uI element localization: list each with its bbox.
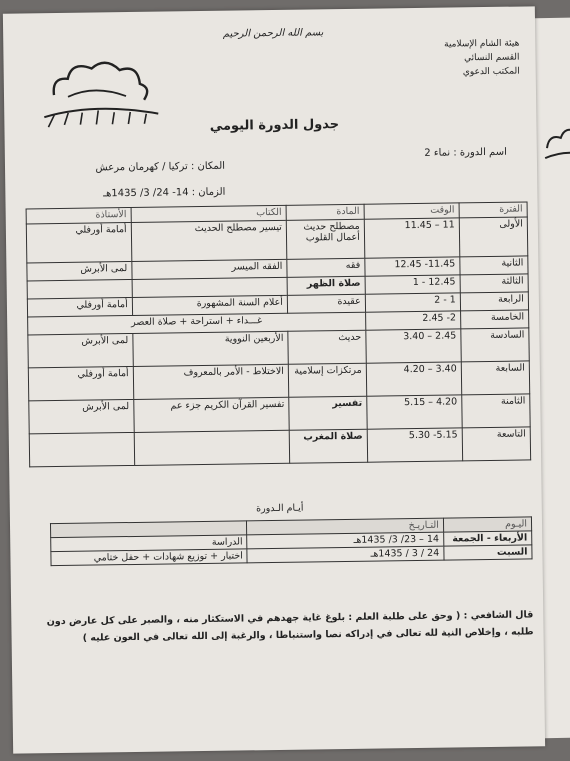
book-cell: أعلام السنة المشهورة	[132, 295, 287, 315]
subject-cell: تفسير	[289, 396, 367, 430]
teacher-cell: أمامة أورفلي	[28, 366, 133, 400]
empty-cell	[132, 277, 287, 297]
book-cell: الأربعين النووية	[133, 331, 289, 366]
book-cell: الاختلاط - الأمر بالمعروف	[133, 364, 289, 399]
time-cell: 5.15- 5.30	[367, 428, 463, 462]
shafii-quote: قال الشافعي : ( وحق على طلبة العلم : بلوغ غاية جهدهم في الاستكثار منه ، والصبر على كل عارض دون طلبه ، وإخلاص النية لله تعالى في إدراكه نصا واستنباطا ، والرغبة إلى الله تعالى في العون عليه )	[46, 609, 534, 644]
book-cell: تيسير مصطلح الحديث	[131, 220, 287, 261]
org-line: المكتب الدعوي	[462, 66, 520, 78]
days-title: أيـام الـدورة	[256, 502, 304, 515]
period-cell: الخامسة	[460, 310, 528, 329]
prayer-cell: صلاة الظهر	[287, 276, 365, 295]
period-cell: الثامنة	[462, 394, 531, 428]
subject-cell: عقيدة	[287, 294, 365, 313]
period-cell: الرابعة	[460, 292, 528, 311]
teacher-cell: لمى الأبرش	[29, 399, 134, 433]
book-cell: تفسير القرآن الكريم جزء عم	[134, 397, 290, 432]
column-header: المادة	[286, 204, 364, 220]
column-header: التـاريـخ	[247, 518, 444, 535]
subject-cell: حديث	[288, 330, 366, 364]
day-cell: السبت	[444, 545, 532, 560]
activity-cell: اختبار + توزيع شهادات + حفل ختامي	[51, 549, 248, 566]
period-cell: التاسعة	[462, 427, 531, 461]
activity-cell: الدراسة	[51, 535, 248, 552]
column-header: الأستاذة	[26, 207, 131, 223]
empty-cell	[134, 430, 290, 465]
time-cell: 2.45 – 3.40	[366, 329, 462, 363]
subject-cell: مصطلح حديث أعمال القلوب	[286, 219, 364, 259]
course-date: الزمان : 14- 24/ 3/ 1435هـ	[103, 186, 226, 200]
period-cell: الثالثة	[460, 274, 528, 293]
subject-cell: فقه	[287, 258, 365, 277]
subject-cell: مرتكزات إسلامية	[288, 363, 366, 397]
break-cell: غـــداء + استراحة + صلاة العصر	[28, 312, 366, 335]
time-cell: 1 - 2	[365, 293, 460, 312]
period-cell: الأولى	[459, 217, 528, 257]
day-cell: الأربعاء - الجمعة	[443, 531, 531, 546]
time-cell: 2- 2.45	[365, 311, 460, 330]
period-cell: الثانية	[460, 256, 528, 275]
document-page	[3, 6, 545, 753]
teacher-cell: أمامة أورفلي	[26, 222, 131, 262]
org-line: القسم النسائي	[464, 52, 520, 64]
prayer-cell: صلاة المغرب	[289, 429, 367, 463]
column-header: الفترة	[459, 202, 527, 218]
empty-cell	[29, 432, 134, 466]
teacher-cell: لمى الأبرش	[27, 261, 132, 280]
date-cell: 14 – 23/ 3/ 1435هـ	[247, 532, 444, 549]
cloud-logo-icon	[538, 117, 570, 178]
course-place: المكان : تركيا / كهرمان مرعش	[95, 160, 226, 174]
book-cell: الفقه الميسر	[132, 259, 287, 279]
column-header: اليـوم	[443, 517, 531, 532]
page-title: جدول الدورة اليومي	[209, 117, 340, 134]
organization-block	[379, 37, 520, 81]
teacher-cell: أمامة أورفلي	[27, 297, 132, 316]
time-cell: 12.45 - 1	[365, 275, 460, 294]
org-line: هيئة الشام الإسلامية	[444, 38, 520, 50]
time-cell: 4.20 – 5.15	[367, 395, 463, 429]
basmala: بسم الله الرحمن الرحيم	[222, 27, 324, 40]
date-cell: 24 / 3 / 1435هـ	[247, 546, 444, 563]
course-name: اسم الدورة : نماء 2	[424, 146, 507, 159]
course-days-table	[50, 516, 533, 566]
time-cell: 11.45- 12.45	[365, 257, 460, 276]
schedule-table	[26, 201, 532, 467]
time-cell: 11 – 11.45	[364, 218, 460, 258]
organization-logo-icon	[33, 54, 164, 136]
column-header: الوقت	[364, 203, 459, 219]
teacher-cell: لمى الأبرش	[28, 333, 133, 367]
table-row	[29, 427, 530, 467]
column-header: الكتاب	[131, 205, 286, 222]
empty-cell	[27, 279, 132, 298]
period-cell: السادسة	[461, 328, 530, 362]
time-cell: 3.40 – 4.20	[366, 362, 462, 396]
period-cell: السابعة	[461, 361, 530, 395]
